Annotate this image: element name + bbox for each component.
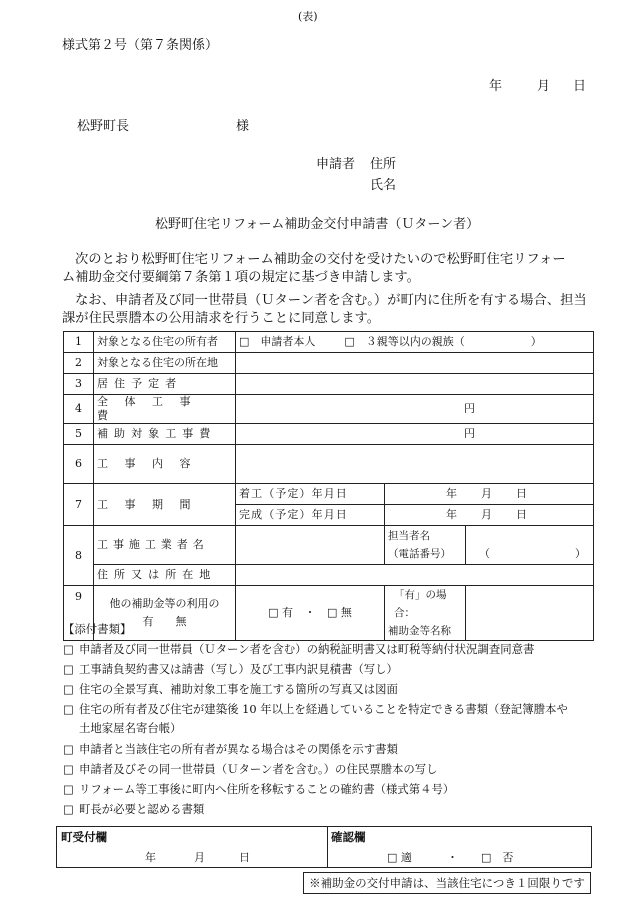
- form-number: 様式第２号（第７条関係）: [62, 38, 219, 53]
- table-row: [64, 565, 594, 586]
- row-number: 7: [64, 484, 94, 526]
- table-row: [64, 586, 594, 641]
- paragraph-2: [62, 292, 590, 328]
- total-cost-field[interactable]: [236, 395, 594, 424]
- paragraph-1: [62, 251, 590, 287]
- contact-field[interactable]: （ ）: [466, 526, 594, 565]
- checkbox[interactable]: □: [63, 742, 74, 756]
- address-label: 住所: [370, 157, 397, 172]
- checkbox[interactable]: □: [63, 802, 74, 816]
- table-row: [64, 353, 594, 374]
- list-item-continuation: 土地家屋名寄台帳）: [79, 721, 182, 735]
- date-month: 月: [537, 79, 551, 94]
- approve-checkbox[interactable]: □ 適: [387, 851, 412, 864]
- document-title: 松野町住宅リフォーム補助金交付申請書（Ｕターン者）: [155, 217, 480, 232]
- table-row: [64, 395, 594, 424]
- table-row: [64, 526, 594, 565]
- checkbox[interactable]: □: [63, 782, 74, 796]
- row-number: 1: [64, 332, 94, 353]
- checkbox[interactable]: □: [63, 642, 74, 656]
- list-item[interactable]: □ 工事請負契約書又は請書（写し）及び工事内訳見積書（写し）: [63, 662, 398, 676]
- list-item[interactable]: □ 申請者及びその同一世帯員（Ｕターン者を含む。）の住民票謄本の写し: [63, 762, 438, 776]
- subsidy-cost-field[interactable]: [236, 424, 594, 445]
- row-number: 6: [64, 445, 94, 484]
- location-field[interactable]: [236, 353, 594, 374]
- row-number: 2: [64, 353, 94, 374]
- applicant-label: 申請者: [316, 157, 356, 172]
- reception-label: 町受付欄: [61, 830, 107, 844]
- confirm-label: 確認欄: [331, 830, 366, 844]
- row-label: 工事施工業者名: [94, 526, 236, 565]
- owner-relative-checkbox[interactable]: □ ３親等以内の親族（ ）: [344, 335, 542, 348]
- list-item[interactable]: □ 申請者及び同一世帯員（Ｕターン者を含む）の納税証明書又は町税等納付状況調査同意書: [63, 642, 535, 656]
- table-row: [64, 445, 594, 484]
- footer-note: ※補助金の交付申請は、当該住宅につき１回限りです: [303, 872, 591, 894]
- yes-checkbox[interactable]: □ 有: [268, 606, 293, 619]
- row-label: 工事内容: [94, 445, 236, 484]
- row-label: 全体工事費: [94, 395, 236, 424]
- para1-line2: ム補助金交付要綱第７条第１項の規定に基づき申請します。: [62, 270, 420, 285]
- para2-line1: なお、申請者及び同一世帯員（Ｕターン者を含む。）が町内に住所を有する場合、担当: [75, 293, 587, 308]
- list-item[interactable]: □ リフォーム等工事後に町内へ住所を移転することの確約書（様式第４号）: [63, 782, 455, 796]
- recipient: 松野町長: [77, 119, 130, 134]
- row-label: 工事期間: [94, 484, 236, 526]
- application-table: [63, 331, 594, 641]
- row-label: 対象となる住宅の所有者: [94, 332, 236, 353]
- other-subsidy-options[interactable]: □ 有 ・ □ 無: [236, 586, 385, 641]
- attachments-heading: 【添付書類】: [63, 622, 132, 636]
- resident-field[interactable]: [236, 374, 594, 395]
- list-item[interactable]: □ 町長が必要と認める書類: [63, 802, 205, 816]
- owner-options[interactable]: [236, 332, 594, 353]
- owner-self-checkbox[interactable]: □ 申請者本人: [239, 335, 316, 348]
- checkbox[interactable]: □: [63, 762, 74, 776]
- front-mark: (表): [298, 10, 318, 23]
- checkbox[interactable]: □: [63, 702, 74, 716]
- end-date-field[interactable]: 年 月 日: [385, 505, 594, 526]
- subsidy-name-label: 「有」の場合： 補助金等名称: [385, 586, 466, 641]
- reject-checkbox[interactable]: □ 否: [481, 851, 514, 864]
- yen-unit: 円: [464, 402, 475, 415]
- checkbox[interactable]: □: [63, 662, 74, 676]
- contractor-name-field[interactable]: [236, 526, 385, 565]
- date-year: 年: [489, 79, 503, 94]
- table-row: [64, 424, 594, 445]
- reception-box: [56, 826, 592, 868]
- start-date-label: 着工（予定）年月日: [236, 484, 385, 505]
- row-number: 8: [64, 526, 94, 586]
- row-label: 居住予定者: [94, 374, 236, 395]
- row-label: 住所又は所在地: [94, 565, 236, 586]
- name-label: 氏名: [370, 178, 397, 193]
- row-number: 9: [64, 586, 94, 641]
- para1-line1: 次のとおり松野町住宅リフォーム補助金の交付を受けたいので松野町住宅リフォー: [75, 252, 566, 267]
- date-day: 日: [573, 79, 587, 94]
- row-label: 他の補助金等の利用の 有 無: [94, 586, 236, 641]
- contractor-address-field[interactable]: [236, 565, 594, 586]
- reception-month: 月: [194, 851, 205, 864]
- row-number: 5: [64, 424, 94, 445]
- row-number: 3: [64, 374, 94, 395]
- yen-unit: 円: [464, 427, 475, 440]
- reception-day: 日: [239, 851, 250, 864]
- contact-label: 担当者名 （電話番号）: [385, 526, 466, 565]
- row-label: 補助対象工事費: [94, 424, 236, 445]
- list-item[interactable]: □ 申請者と当該住宅の所有者が異なる場合はその関係を示す書類: [63, 742, 398, 756]
- separator-dot: ・: [447, 851, 458, 864]
- table-row: [64, 374, 594, 395]
- list-item[interactable]: □ 住宅の所有者及び住宅が建築後 10 年以上を経過していることを特定できる書類（登記簿謄本や: [63, 702, 568, 716]
- reception-year: 年: [145, 851, 156, 864]
- table-row: [64, 332, 594, 353]
- recipient-honorific: 様: [236, 119, 250, 134]
- list-item[interactable]: □ 住宅の全景写真、補助対象工事を施工する箇所の写真又は図面: [63, 682, 398, 696]
- row-label: 対象となる住宅の所在地: [94, 353, 236, 374]
- start-date-field[interactable]: 年 月 日: [385, 484, 594, 505]
- para2-line2: 課が住民票謄本の公用請求を行うことに同意します。: [62, 311, 381, 326]
- end-date-label: 完成（予定）年月日: [236, 505, 385, 526]
- table-row: [64, 484, 594, 505]
- row-number: 4: [64, 395, 94, 424]
- checkbox[interactable]: □: [63, 682, 74, 696]
- reception-column: [57, 827, 328, 867]
- subsidy-name-field[interactable]: [466, 586, 594, 641]
- work-content-field[interactable]: [236, 445, 594, 484]
- no-checkbox[interactable]: □ 無: [327, 606, 352, 619]
